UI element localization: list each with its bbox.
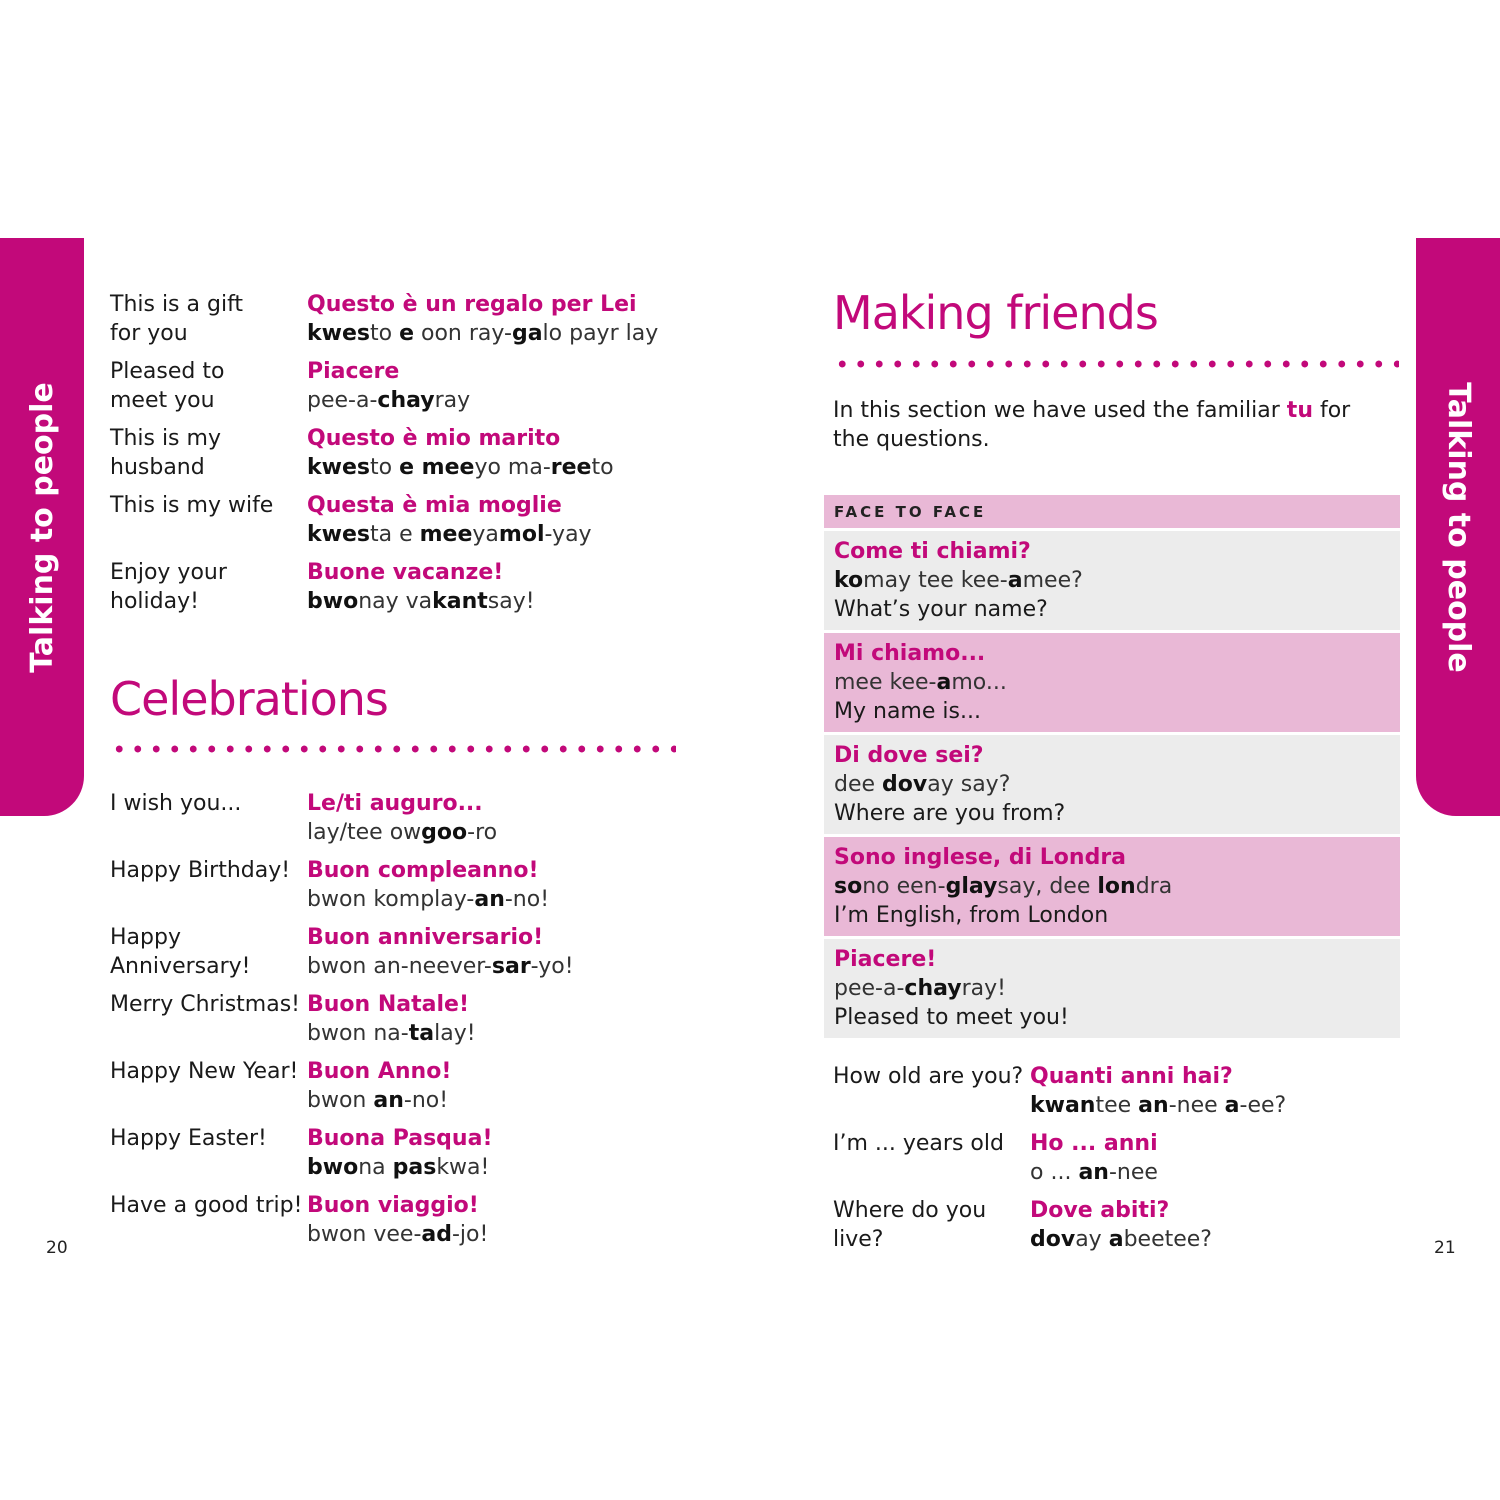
english-phrase: I wish you... [110, 791, 242, 816]
phrase-row [110, 558, 690, 616]
phrase-row [110, 424, 690, 482]
italian-phrase: Buon compleanno! [307, 858, 539, 883]
italian-phrase: Questo è un regalo per Lei [307, 292, 637, 317]
phrase-row [110, 1191, 690, 1249]
section-heading: Celebrations [110, 672, 388, 726]
italian-phrase: Le/ti auguro... [307, 791, 483, 816]
english-translation: What’s your name? [834, 597, 1048, 622]
dialogue-line [824, 531, 1400, 630]
page-number-left: 20 [46, 1238, 68, 1258]
italian-phrase: Buon Anno! [307, 1059, 452, 1084]
english-phrase: Happy Birthday! [110, 858, 291, 883]
english-phrase: Happy Easter! [110, 1126, 267, 1151]
pronunciation: bwona paskwa! [307, 1155, 490, 1180]
english-phrase: Enjoy your holiday! [110, 560, 227, 614]
english-phrase: This is a gift for you [110, 292, 244, 346]
dialogue-line [824, 735, 1400, 834]
pronunciation: bwon vee-ad-jo! [307, 1222, 489, 1247]
phrase-row [110, 357, 690, 415]
english-phrase: Merry Christmas! [110, 992, 300, 1017]
phrase-row [833, 1129, 1393, 1187]
english-phrase: Where do you live? [833, 1198, 987, 1252]
intro-highlight: tu [1286, 398, 1313, 423]
phrase-row [110, 856, 690, 914]
pronunciation: bwon na-talay! [307, 1021, 476, 1046]
italian-phrase: Buona Pasqua! [307, 1126, 493, 1151]
dotted-divider [110, 744, 676, 754]
phrase-row [833, 1062, 1393, 1120]
phrase-row [110, 1057, 690, 1115]
italian-phrase: Sono inglese, di Londra [834, 845, 1127, 870]
english-phrase: This is my wife [110, 493, 274, 518]
italian-phrase: Mi chiamo... [834, 641, 986, 666]
phrase-list-top [110, 290, 690, 625]
page-number-right: 21 [1434, 1238, 1456, 1258]
pronunciation: sono een-glaysay, dee londra [834, 874, 1173, 899]
pronunciation: pee-a-chayray [307, 388, 471, 413]
italian-phrase: Questo è mio marito [307, 426, 561, 451]
english-phrase: Happy New Year! [110, 1059, 299, 1084]
english-translation: My name is... [834, 699, 981, 724]
pronunciation: kwesto e meeyo ma-reeto [307, 455, 614, 480]
italian-phrase: Dove abiti? [1030, 1198, 1170, 1223]
italian-phrase: Buone vacanze! [307, 560, 504, 585]
phrase-row [110, 789, 690, 847]
dotted-divider [833, 359, 1399, 369]
dialogue-line [824, 633, 1400, 732]
italian-phrase: Buon viaggio! [307, 1193, 479, 1218]
english-translation: Pleased to meet you! [834, 1005, 1069, 1030]
pronunciation: bwon komplay-an-no! [307, 887, 550, 912]
pronunciation: kwesta e meeyamol-yay [307, 522, 592, 547]
pronunciation: dee dovay say? [834, 772, 1011, 797]
italian-phrase: Ho ... anni [1030, 1131, 1158, 1156]
phrase-row [110, 1124, 690, 1182]
pronunciation: pee-a-chayray! [834, 976, 1006, 1001]
italian-phrase: Piacere [307, 359, 400, 384]
english-phrase: This is my husband [110, 426, 221, 480]
pronunciation: dovay abeetee? [1030, 1227, 1212, 1252]
italian-phrase: Questa è mia moglie [307, 493, 562, 518]
side-tab-label: Talking to people [24, 381, 60, 673]
pronunciation: o ... an-nee [1030, 1160, 1158, 1185]
side-tab-left [0, 238, 84, 816]
english-translation: I’m English, from London [834, 903, 1109, 928]
english-phrase: Happy Anniversary! [110, 925, 251, 979]
italian-phrase: Di dove sei? [834, 743, 984, 768]
phrase-row [833, 1196, 1393, 1254]
phrase-row [110, 923, 690, 981]
pronunciation: kwesto e oon ray-galo payr lay [307, 321, 659, 346]
face-to-face-box [824, 495, 1400, 1041]
celebrations-section [110, 672, 680, 754]
pronunciation: bwon an-neever-sar-yo! [307, 954, 574, 979]
making-friends-section [833, 286, 1403, 454]
dialogue-line [824, 939, 1400, 1038]
pronunciation: bwonay vakantsay! [307, 589, 535, 614]
phrase-row [110, 491, 690, 549]
pronunciation: kwantee an-nee a-ee? [1030, 1093, 1287, 1118]
dialogue-line [824, 837, 1400, 936]
english-phrase: Pleased to meet you [110, 359, 225, 413]
pronunciation: mee kee-amo... [834, 670, 1007, 695]
english-phrase: Have a good trip! [110, 1193, 303, 1218]
intro-text: In this section we have used the familiar tu for the questions. [833, 398, 1351, 452]
phrase-list-celebrations [110, 789, 690, 1258]
italian-phrase: Buon anniversario! [307, 925, 544, 950]
side-tab-right [1416, 238, 1500, 816]
italian-phrase: Come ti chiami? [834, 539, 1031, 564]
italian-phrase: Buon Natale! [307, 992, 469, 1017]
pronunciation: bwon an-no! [307, 1088, 449, 1113]
face-to-face-header: FACE TO FACE [824, 495, 1400, 528]
english-phrase: I’m ... years old [833, 1131, 1004, 1156]
section-heading: Making friends [833, 286, 1158, 340]
italian-phrase: Quanti anni hai? [1030, 1064, 1233, 1089]
pronunciation: komay tee kee-amee? [834, 568, 1083, 593]
phrase-row [110, 290, 690, 348]
english-translation: Where are you from? [834, 801, 1066, 826]
side-tab-label: Talking to people [1440, 381, 1476, 673]
pronunciation: lay/tee owgoo-ro [307, 820, 498, 845]
phrase-list-right [833, 1062, 1393, 1263]
phrase-row [110, 990, 690, 1048]
italian-phrase: Piacere! [834, 947, 937, 972]
english-phrase: How old are you? [833, 1064, 1024, 1089]
